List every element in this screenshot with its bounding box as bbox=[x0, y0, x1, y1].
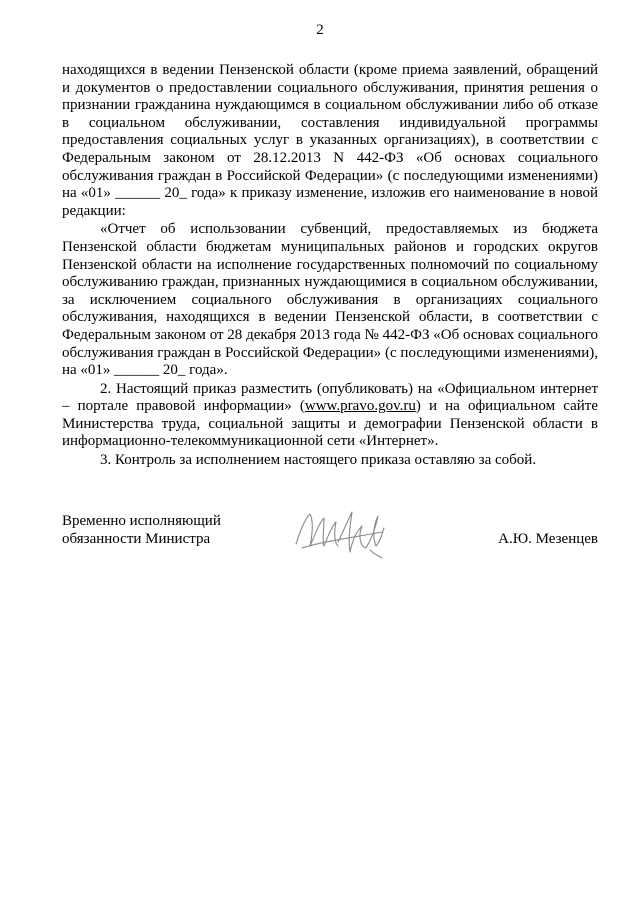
item2-text-before: 2. Настоящий приказ разместить (опубликовать) на «Официальном интернет – портале правовой информации» ( bbox=[62, 380, 598, 415]
item2-text-after: ) и на официальном сайте Министерства труда, социальной защиты и демографии Пензенской области в информационно-телекоммуникационной сети «Интернет». bbox=[62, 398, 598, 450]
signatory-position bbox=[62, 512, 221, 548]
paragraph-item-3: 3. Контроль за исполнением настоящего приказа оставляю за собой. bbox=[100, 452, 537, 469]
paragraph-continuation: находящихся в ведении Пензенской области (кроме приема заявлений, обращений и документов о предоставлении социального обслуживания, принятия решения о признании гражданина нуждающимся в социальном обслуживании либо об отказе в социальном обслуживании, составления индивидуальной программы предоставления социальных услуг в указанных организациях), в соответствии с Федеральным законом от 28.12.2013 N 442-ФЗ «Об основах социального обслуживания граждан в Российской Федерации» (с последующими изменениями) на «01» ______ 20_ года» к приказу изменение, изложив его наименование в новой редакции: bbox=[62, 62, 598, 219]
document-body bbox=[62, 62, 598, 470]
signatory-position-line-1: Временно исполняющий bbox=[62, 513, 221, 529]
handwritten-signature bbox=[290, 502, 390, 564]
pravo-gov-link[interactable]: www.pravo.gov.ru bbox=[304, 398, 416, 415]
signature-block bbox=[62, 512, 598, 572]
paragraph-new-title: «Отчет об использовании субвенций, предоставляемых из бюджета Пензенской области бюджетам муниципальных районов и городских округов Пензенской области на исполнение государственных полномочий по социальному обслуживанию граждан, признанных нуждающимися в социальном обслуживании, за исключением социального обслуживания в организациях социального обслуживания, находящихся в ведении Пензенской области, в соответствии с Федеральным законом от 28 декабря 2013 года № 442-ФЗ «Об основах социального обслуживания граждан в Российской Федерации» (с последующими изменениями), на «01» ______ 20_ года». bbox=[62, 221, 598, 379]
page-number: 2 bbox=[316, 22, 324, 38]
paragraph-item-2 bbox=[62, 381, 598, 451]
signatory-name: А.Ю. Мезенцев bbox=[498, 531, 598, 547]
signatory-position-line-2: обязанности Министра bbox=[62, 531, 211, 547]
